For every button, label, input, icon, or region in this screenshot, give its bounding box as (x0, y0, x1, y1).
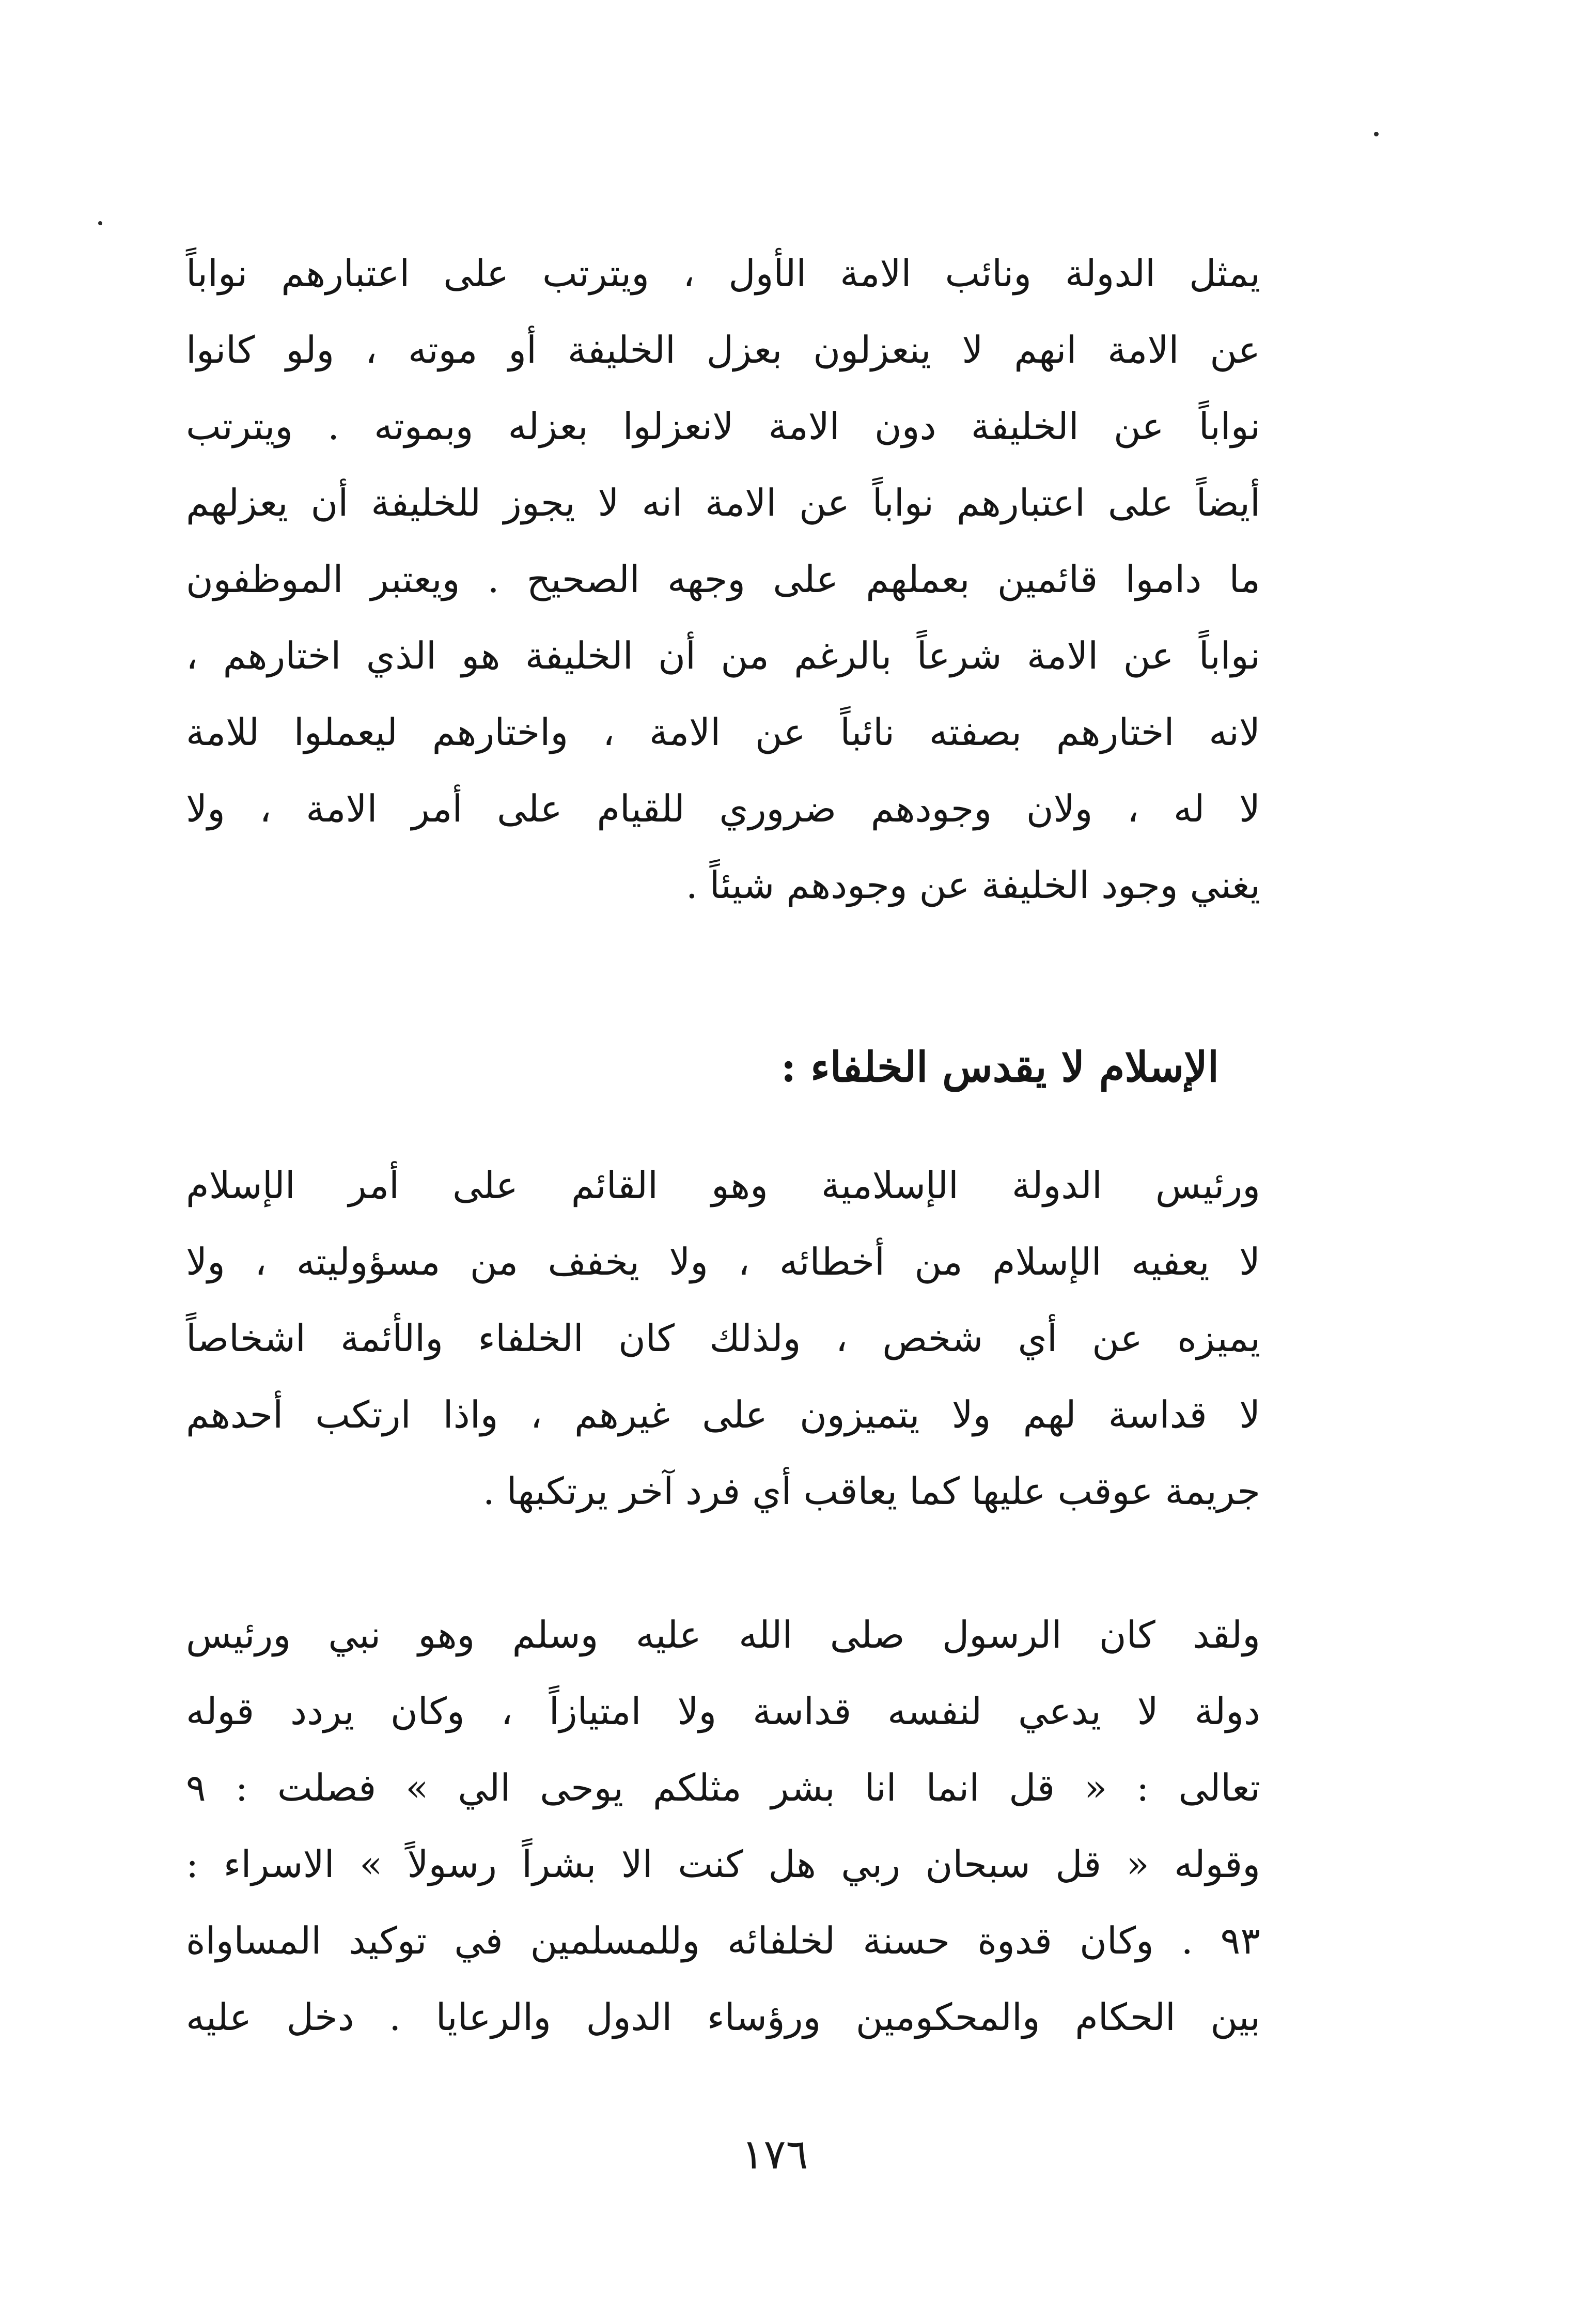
text-line: ولقد كان الرسول صلى الله عليه وسلم وهو نبي ورئيس (186, 1613, 1260, 1656)
text-line: يغني وجود الخليفة عن وجودهم شيئاً . (685, 863, 1260, 907)
text-line: جريمة عوقب عليها كما يعاقب أي فرد آخر يرتكبها . (482, 1469, 1260, 1513)
scan-speck (98, 221, 102, 225)
text-line: ورئيس الدولة الإسلامية وهو القائم على أمر الإسلام (186, 1164, 1260, 1207)
text-line: يمثل الدولة ونائب الامة الأول ، ويترتب على اعتبارهم نواباً (186, 252, 1260, 295)
text-line: عن الامة انهم لا ينعزلون بعزل الخليفة أو موته ، ولو كانوا (186, 328, 1260, 371)
text-line: ما داموا قائمين بعملهم على وجهه الصحيح . ويعتبر الموظفون (186, 557, 1260, 601)
paragraph (186, 1147, 1260, 1529)
scan-speck (1374, 132, 1379, 136)
text-line: تعالى : « قل انما انا بشر مثلكم يوحى الي » فصلت : ٩ (186, 1766, 1260, 1809)
text-line: أيضاً على اعتبارهم نواباً عن الامة انه لا يجوز للخليفة أن يعزلهم (186, 481, 1260, 524)
paragraph (186, 1597, 1260, 2055)
text-line: وقوله « قل سبحان ربي هل كنت الا بشراً رسولاً » الاسراء : (186, 1842, 1260, 1886)
text-line: ٩٣ . وكان قدوة حسنة لخلفائه وللمسلمين في توكيد المساواة (186, 1919, 1260, 1962)
text-line: لا له ، ولان وجودهم ضروري للقيام على أمر الامة ، ولا (186, 787, 1260, 830)
text-line: دولة لا يدعي لنفسه قداسة ولا امتيازاً ، وكان يردد قوله (186, 1690, 1260, 1733)
text-line: لا قداسة لهم ولا يتميزون على غيرهم ، واذا ارتكب أحدهم (186, 1393, 1261, 1436)
text-line: بين الحكام والمحكومين ورؤساء الدول والرعايا . دخل عليه (186, 1995, 1260, 2039)
text-line: لانه اختارهم بصفته نائباً عن الامة ، واختارهم ليعملوا للامة (186, 710, 1260, 754)
text-line: لا يعفيه الإسلام من أخطائه ، ولا يخفف من مسؤوليته ، ولا (186, 1240, 1260, 1283)
text-line: نواباً عن الامة شرعاً بالرغم من أن الخليفة هو الذي اختارهم ، (186, 634, 1260, 677)
text-line: يميزه عن أي شخص ، ولذلك كان الخلفاء والأئمة اشخاصاً (186, 1316, 1260, 1360)
section-heading: الإسلام لا يقدس الخلفاء : (780, 1043, 1219, 1091)
paragraph-continuation (186, 235, 1260, 923)
text-line: نواباً عن الخليفة دون الامة لانعزلوا بعزله وبموته . ويترتب (186, 405, 1260, 448)
page-number: ١٧٦ (741, 2130, 808, 2178)
